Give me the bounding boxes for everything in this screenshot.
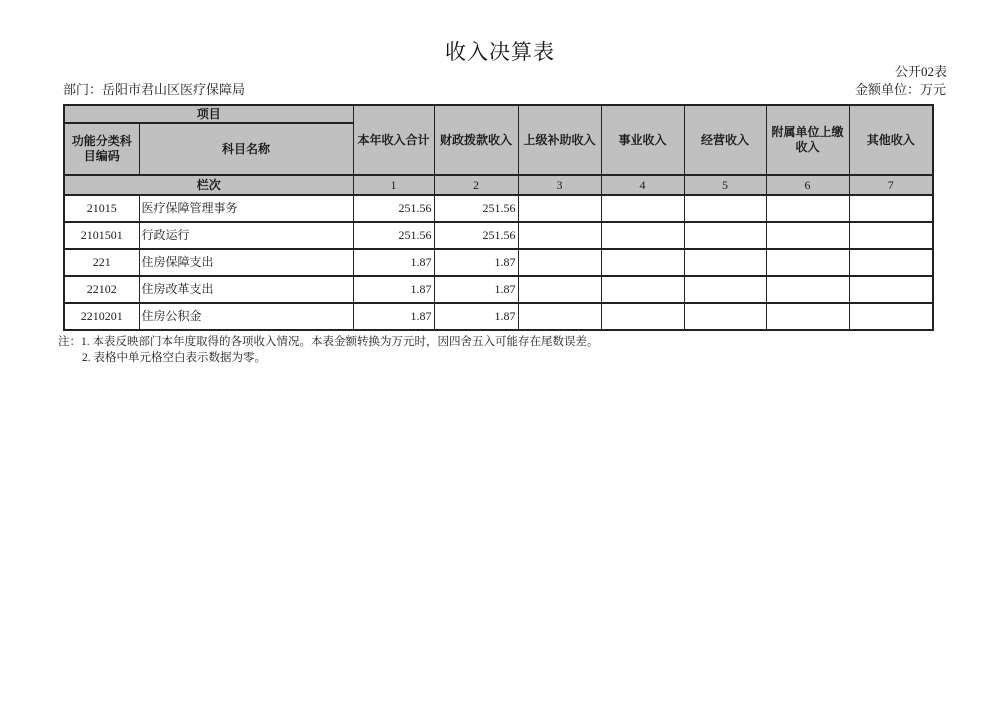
row-value (518, 276, 601, 303)
column-header-other-income: 其他收入 (849, 105, 933, 175)
lanci-number: 2 (434, 175, 518, 195)
column-header-fiscal-appropriation: 财政拨款收入 (434, 105, 518, 175)
column-header-affiliate-remittance: 附属单位上缴收入 (766, 105, 849, 175)
row-value (766, 249, 849, 276)
row-value: 1.87 (434, 276, 518, 303)
row-subject-name: 医疗保障管理事务 (139, 195, 353, 222)
row-subject-name: 住房保障支出 (139, 249, 353, 276)
header-row-lanci (64, 175, 933, 195)
row-subject-name: 住房改革支出 (139, 276, 353, 303)
row-value (601, 222, 684, 249)
column-header-total-income: 本年收入合计 (353, 105, 434, 175)
table-row (64, 222, 933, 249)
row-value (518, 222, 601, 249)
header-row-project (64, 105, 933, 123)
form-code-label: 公开02表 (894, 64, 947, 79)
row-value: 251.56 (353, 222, 434, 249)
column-header-superior-subsidy: 上级补助收入 (518, 105, 601, 175)
row-value (849, 303, 933, 330)
row-subject-name: 住房公积金 (139, 303, 353, 330)
department-label: 部门：岳阳市君山区医疗保障局 (63, 82, 246, 97)
row-value: 251.56 (434, 222, 518, 249)
row-subject-name: 行政运行 (139, 222, 353, 249)
row-value (766, 222, 849, 249)
column-header-function-code: 功能分类科目编码 (64, 123, 139, 175)
row-value: 251.56 (434, 195, 518, 222)
row-value (684, 303, 766, 330)
row-value: 1.87 (353, 303, 434, 330)
row-value (849, 276, 933, 303)
row-code: 2210201 (64, 303, 139, 330)
row-value: 1.87 (434, 249, 518, 276)
row-value (684, 249, 766, 276)
lanci-number: 1 (353, 175, 434, 195)
row-value (766, 276, 849, 303)
row-code: 22102 (64, 276, 139, 303)
table-row (64, 195, 933, 222)
lanci-number: 3 (518, 175, 601, 195)
lanci-label-cell: 栏次 (64, 175, 353, 195)
income-table (63, 104, 934, 331)
footnote-line-1: 注：1. 本表反映部门本年度取得的各项收入情况。本表金额转换为万元时，因四舍五入可能存在尾数误差。 (58, 336, 599, 348)
row-value (518, 249, 601, 276)
lanci-number: 7 (849, 175, 933, 195)
row-code: 2101501 (64, 222, 139, 249)
row-code: 221 (64, 249, 139, 276)
row-value (684, 222, 766, 249)
row-value (601, 276, 684, 303)
row-value (601, 195, 684, 222)
row-value (849, 249, 933, 276)
column-header-subject-name: 科目名称 (139, 123, 353, 175)
row-value (518, 303, 601, 330)
row-value: 1.87 (434, 303, 518, 330)
amount-unit-label: 金额单位：万元 (854, 82, 946, 97)
row-value (766, 303, 849, 330)
row-value: 1.87 (353, 249, 434, 276)
lanci-number: 5 (684, 175, 766, 195)
row-value (601, 249, 684, 276)
row-value (601, 303, 684, 330)
row-value (849, 195, 933, 222)
row-value (849, 222, 933, 249)
column-header-business-income: 事业收入 (601, 105, 684, 175)
row-value (684, 276, 766, 303)
row-value (518, 195, 601, 222)
footnote-line-2: 2. 表格中单元格空白表示数据为零。 (82, 352, 266, 364)
table-row (64, 303, 933, 330)
lanci-number: 6 (766, 175, 849, 195)
row-code: 21015 (64, 195, 139, 222)
row-value (766, 195, 849, 222)
lanci-number: 4 (601, 175, 684, 195)
column-header-operating-income: 经营收入 (684, 105, 766, 175)
row-value: 1.87 (353, 276, 434, 303)
row-value: 251.56 (353, 195, 434, 222)
row-value (684, 195, 766, 222)
project-header-cell: 项目 (64, 105, 353, 123)
table-row (64, 249, 933, 276)
table-row (64, 276, 933, 303)
page-title: 收入决算表 (445, 40, 555, 64)
